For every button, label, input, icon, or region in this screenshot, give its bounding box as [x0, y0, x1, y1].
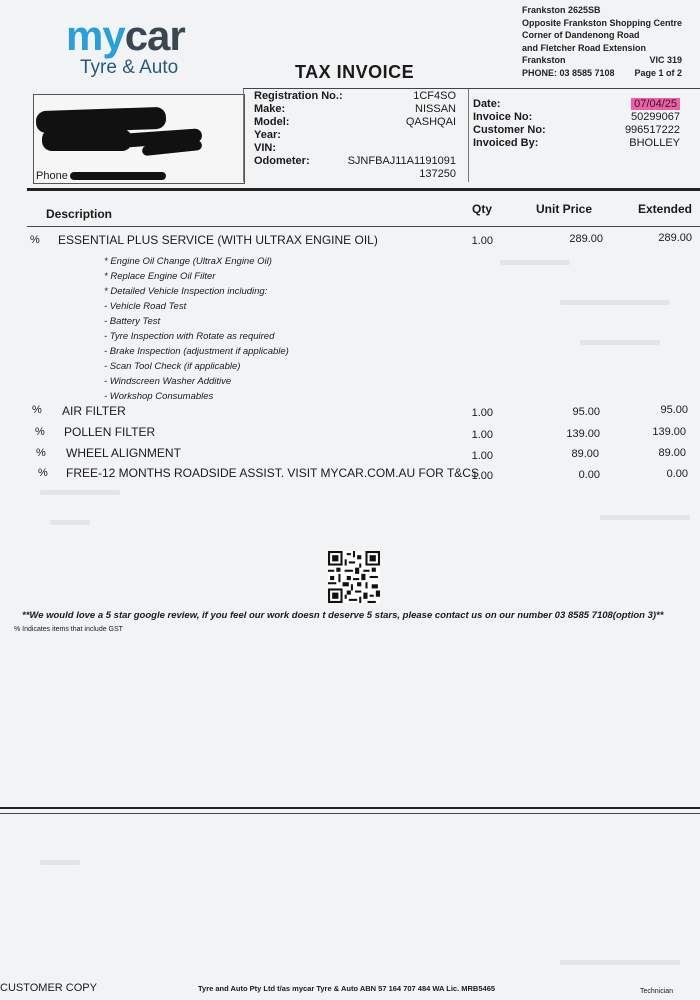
detail-1: * Engine Oil Change (UltraX Engine Oil) [104, 256, 272, 267]
invoice-labels [473, 98, 546, 150]
item-5-extended: 0.00 [666, 468, 688, 480]
detail-9: - Windscreen Washer Additive [104, 376, 232, 387]
invoice-no-value: 50299067 [631, 111, 680, 123]
item-4-description: WHEEL ALIGNMENT [66, 446, 181, 460]
ghost-text [500, 260, 570, 265]
detail-10: - Workshop Consumables [104, 391, 214, 402]
ghost-text [40, 860, 80, 865]
item-1-unit: 289.00 [569, 233, 603, 245]
item-1-qty: 1.00 [471, 235, 493, 247]
header-top-rule [243, 88, 700, 89]
store-address [522, 4, 682, 79]
redacted-address [42, 129, 132, 151]
odometer-value: 137250 [419, 168, 456, 180]
unit-price-header: Unit Price [536, 202, 593, 216]
review-note: **We would love a 5 star google review, if you feel our work doesn t deserve 5 stars, please contact us on our number 03 8585 7108(option 3)** [22, 610, 664, 621]
lower-rule-2 [0, 813, 700, 814]
detail-4: - Vehicle Road Test [104, 301, 187, 312]
customer-copy-label: CUSTOMER COPY [0, 982, 97, 994]
page-number: Page 1 of 2 [634, 67, 682, 78]
odometer-label: Odometer: [254, 155, 310, 167]
invoiced-by-value: BHOLLEY [629, 137, 680, 149]
logo-wordmark [66, 14, 185, 58]
detail-3: * Detailed Vehicle Inspection including: [104, 286, 268, 297]
item-2-unit: 95.00 [572, 406, 600, 418]
invoice-values [625, 98, 680, 150]
ghost-text [40, 490, 120, 495]
vehicle-values [348, 90, 456, 181]
logo-my: my [66, 12, 125, 59]
table-top-rule [27, 188, 700, 191]
item-3-extended: 139.00 [652, 426, 686, 438]
vehicle-labels [254, 90, 343, 168]
mycar-logo [66, 14, 185, 78]
store-line-4: and Fletcher Road Extension [522, 42, 647, 53]
item-3-gst: % [35, 426, 45, 438]
item-1-description: ESSENTIAL PLUS SERVICE (WITH ULTRAX ENGINE OIL) [58, 233, 378, 247]
rego-label: Registration No.: [254, 90, 343, 102]
invoice-title: TAX INVOICE [295, 62, 415, 82]
gst-note: % Indicates items that include GST [14, 626, 123, 633]
detail-6: - Tyre Inspection with Rotate as required [104, 331, 275, 342]
item-1-extended: 289.00 [658, 232, 692, 244]
rego-value: 1CF4SO [413, 90, 456, 102]
make-value: NISSAN [415, 103, 456, 115]
detail-2: * Replace Engine Oil Filter [104, 271, 216, 282]
model-value: QASHQAI [405, 116, 456, 128]
item-2-description: AIR FILTER [62, 404, 126, 418]
qr-code-icon [328, 551, 380, 603]
lower-rule-1 [0, 807, 700, 809]
item-2-gst: % [32, 404, 42, 416]
table-header-rule [27, 226, 700, 227]
invoice-no-label: Invoice No: [473, 111, 533, 123]
item-3-qty: 1.00 [471, 429, 493, 441]
detail-8: - Scan Tool Check (if applicable) [104, 361, 241, 372]
item-4-unit: 89.00 [571, 448, 599, 460]
technician-label: Technician [640, 988, 674, 995]
invoice-info-box [470, 92, 684, 182]
item-4-gst: % [36, 447, 46, 459]
item-5-unit: 0.00 [578, 469, 600, 481]
store-phone-row [522, 67, 682, 80]
item-3-description: POLLEN FILTER [64, 425, 156, 439]
company-abn: Tyre and Auto Pty Ltd t/as mycar Tyre & Auto ABN 57 164 707 484 WA Lic. MRB5465 [198, 984, 496, 993]
ghost-text [600, 515, 690, 520]
item-4-extended: 89.00 [658, 447, 686, 459]
redacted-phone [70, 172, 166, 180]
item-2-qty: 1.00 [471, 407, 493, 419]
store-line-3: Corner of Dandenong Road [522, 30, 640, 40]
vin-value: SJNFBAJ11A1191091 [347, 155, 456, 167]
customer-no-label: Customer No: [473, 124, 546, 136]
ghost-text [560, 960, 680, 965]
item-4-qty: 1.00 [471, 450, 493, 462]
qty-header: Qty [472, 202, 493, 216]
date-value: 07/04/25 [631, 98, 680, 110]
item-2-extended: 95.00 [660, 404, 688, 416]
detail-5: - Battery Test [104, 316, 161, 327]
store-suburb: Frankston [522, 55, 566, 65]
logo-car: car [124, 12, 185, 59]
detail-7: - Brake Inspection (adjustment if applicable) [104, 346, 289, 357]
store-line-1: Frankston 2625SB [522, 5, 601, 15]
invoiced-by-label: Invoiced By: [473, 137, 539, 149]
item-5-description: FREE-12 MONTHS ROADSIDE ASSIST. VISIT MYCAR.COM.AU FOR T&CS [66, 466, 479, 480]
vin-label: VIN: [254, 142, 276, 154]
date-label: Date: [473, 98, 501, 110]
ghost-text [50, 520, 90, 525]
ghost-text [560, 300, 670, 305]
item-3-unit: 139.00 [566, 428, 600, 440]
store-suburb-row [522, 54, 682, 67]
vehicle-box [243, 88, 469, 182]
logo-tagline: Tyre & Auto [80, 57, 179, 78]
year-value [348, 129, 456, 142]
description-header: Description [46, 207, 113, 221]
year-label: Year: [254, 129, 281, 141]
store-state: VIC 319 [649, 55, 682, 65]
extended-header: Extended [638, 202, 693, 216]
item-5-qty: 1.00 [471, 470, 493, 482]
store-phone: PHONE: 03 8585 7108 [522, 67, 615, 78]
customer-box [33, 94, 245, 184]
item-1-gst: % [30, 234, 40, 246]
customer-no-value: 996517222 [624, 124, 680, 136]
item-5-gst: % [38, 467, 48, 479]
phone-label: Phone [36, 170, 68, 182]
model-label: Model: [254, 116, 290, 128]
ghost-text [580, 340, 660, 345]
make-label: Make: [254, 103, 286, 115]
store-line-2: Opposite Frankston Shopping Centre [522, 17, 683, 28]
